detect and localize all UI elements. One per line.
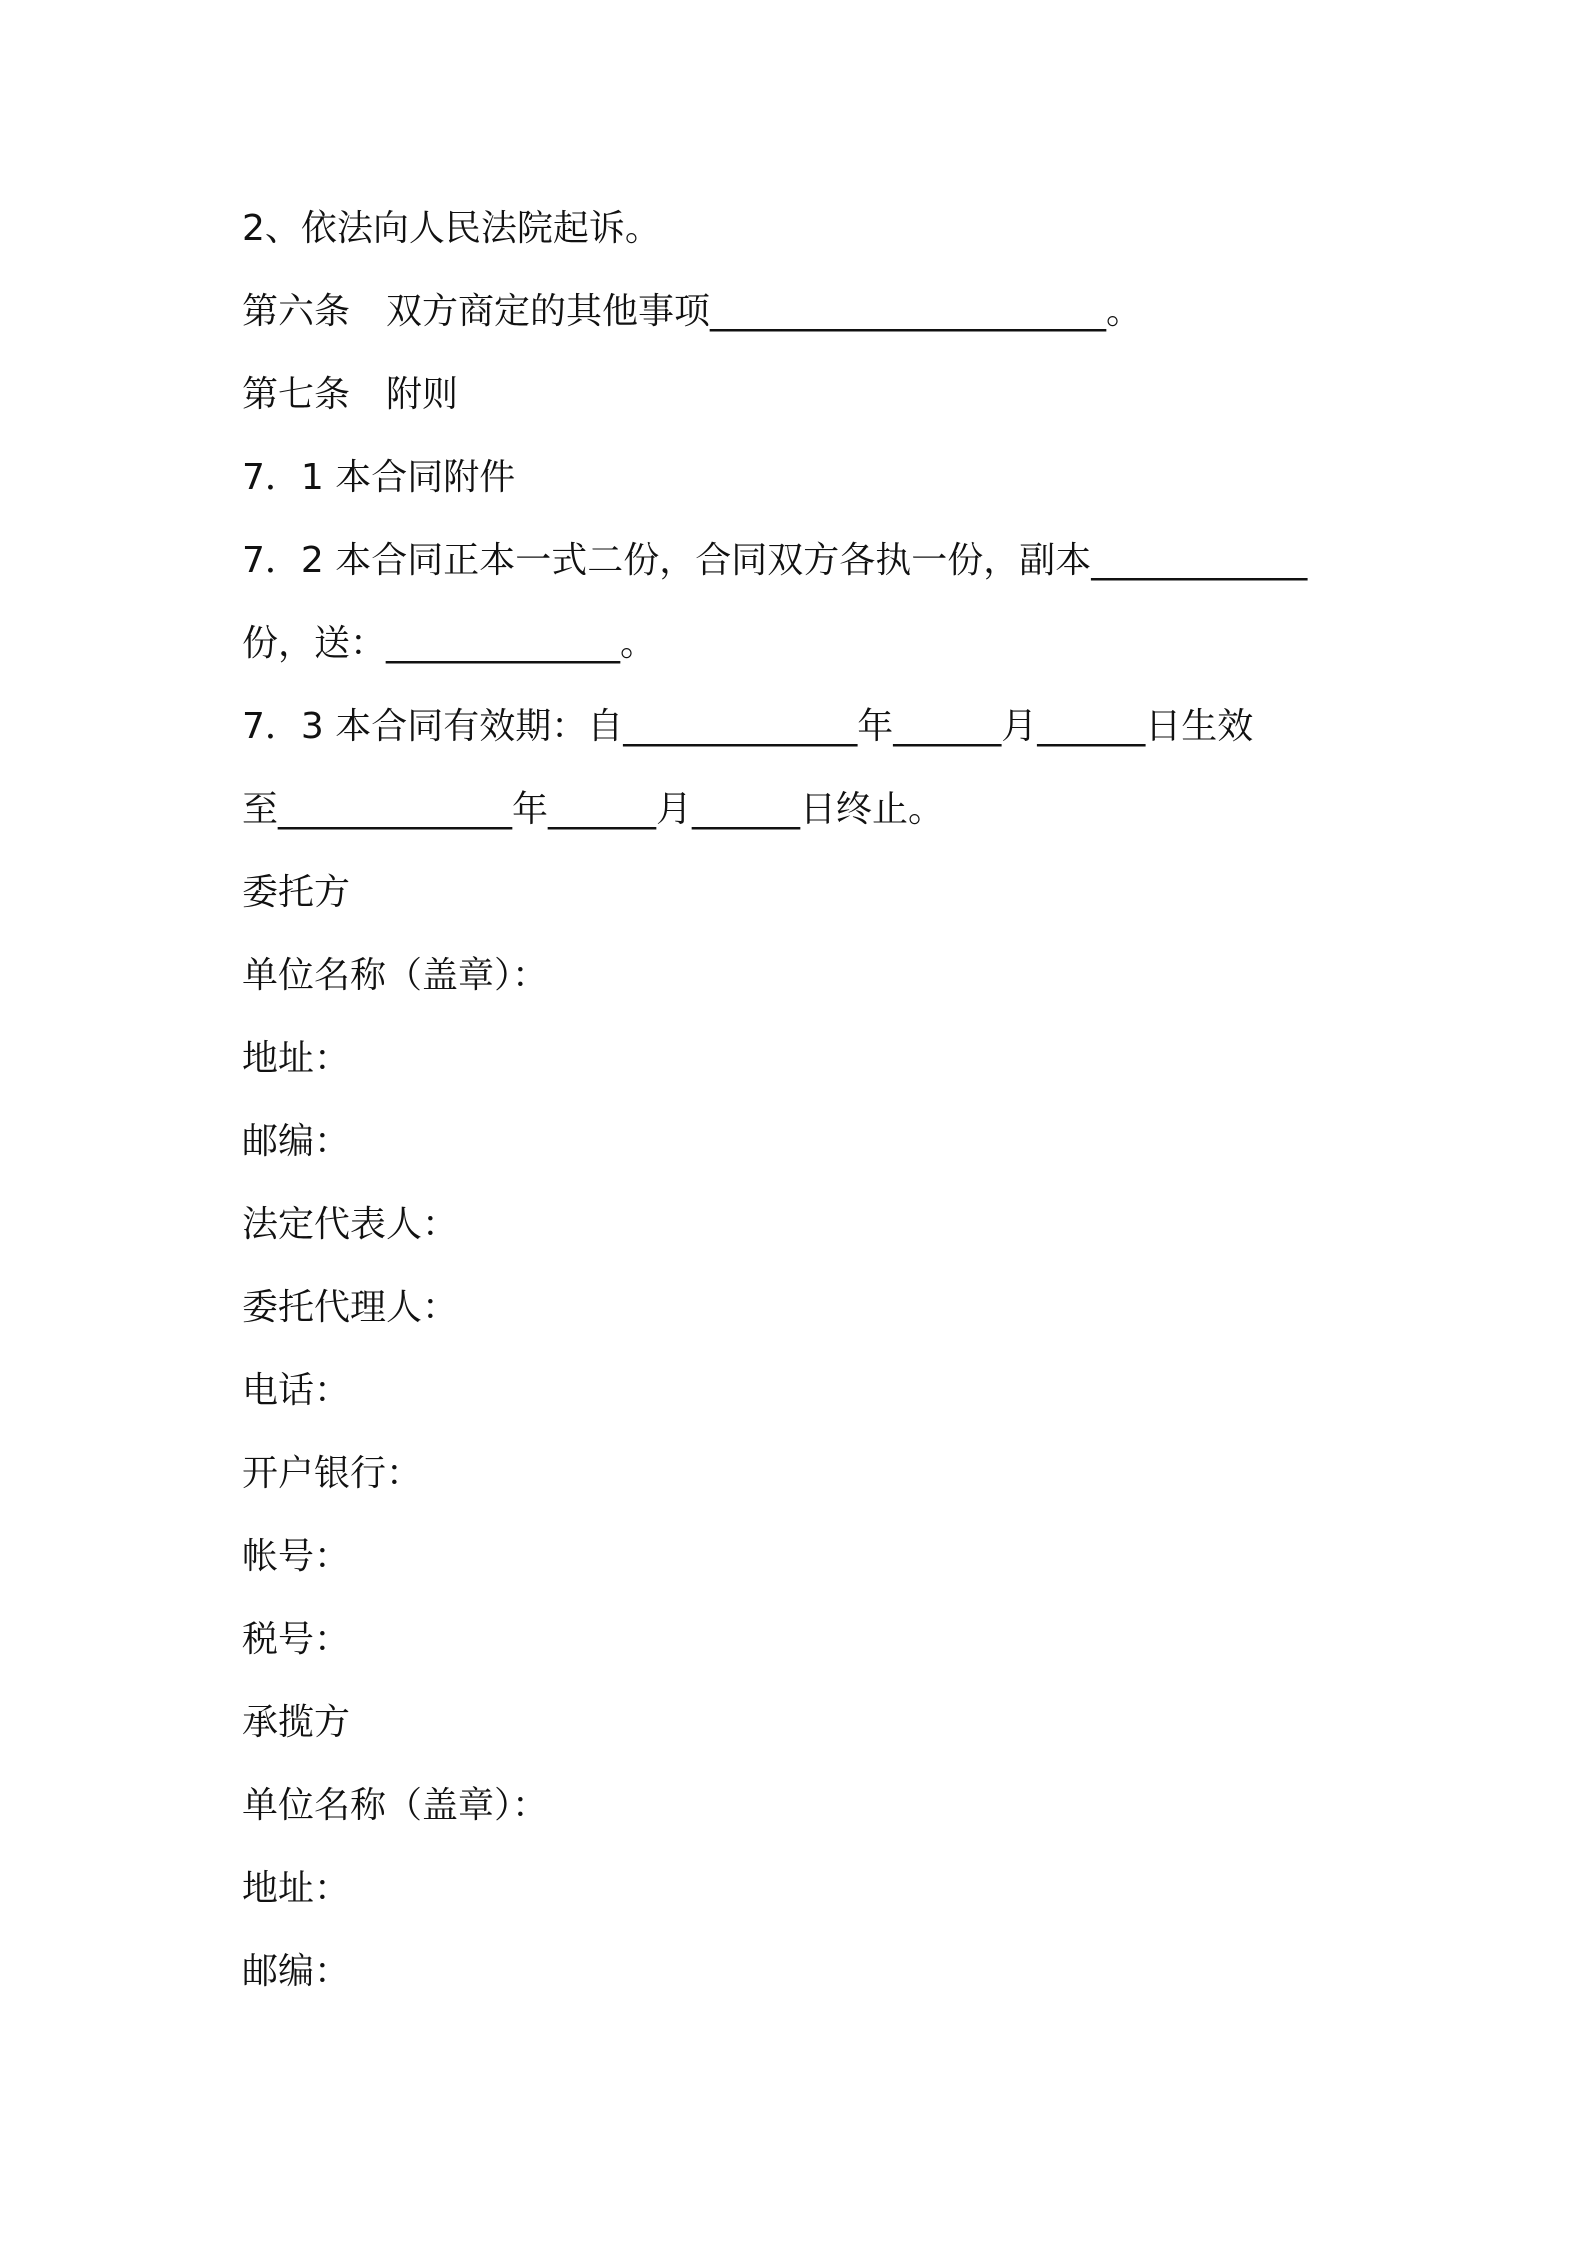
clause-lawsuit: 2、依法向人民法院起诉。 bbox=[242, 208, 661, 249]
client-heading: 委托方 bbox=[242, 872, 351, 913]
clause-7-2: 7．2 本合同正本一式二份，合同双方各执一份，副本____________ bbox=[242, 540, 1308, 581]
document-body bbox=[242, 205, 1392, 2031]
clause-7-2-cont: 份，送：_____________。 bbox=[242, 623, 657, 664]
client-legal-rep-label: 法定代表人： bbox=[242, 1204, 459, 1245]
client-tax-id-label: 税号： bbox=[242, 1619, 351, 1660]
client-account-label: 帐号： bbox=[242, 1536, 351, 1577]
contractor-postcode-label: 邮编： bbox=[242, 1951, 351, 1992]
client-company-name-label: 单位名称（盖章）： bbox=[242, 955, 549, 996]
contractor-address-label: 地址： bbox=[242, 1868, 351, 1909]
clause-7-3: 7．3 本合同有效期：自_____________年______月______日生效 bbox=[242, 706, 1254, 747]
client-agent-label: 委托代理人： bbox=[242, 1287, 459, 1328]
contractor-heading: 承揽方 bbox=[242, 1702, 351, 1743]
article-six: 第六条 双方商定的其他事项______________________。 bbox=[242, 291, 1143, 332]
client-bank-label: 开户银行： bbox=[242, 1453, 423, 1494]
clause-7-3-cont: 至_____________年______月______日终止。 bbox=[242, 789, 945, 830]
contractor-company-name-label: 单位名称（盖章）： bbox=[242, 1785, 549, 1826]
article-seven-heading: 第七条 附则 bbox=[242, 374, 459, 415]
client-postcode-label: 邮编： bbox=[242, 1121, 351, 1162]
client-phone-label: 电话： bbox=[242, 1370, 351, 1411]
client-address-label: 地址： bbox=[242, 1038, 351, 1079]
clause-7-1: 7．1 本合同附件 bbox=[242, 457, 516, 498]
